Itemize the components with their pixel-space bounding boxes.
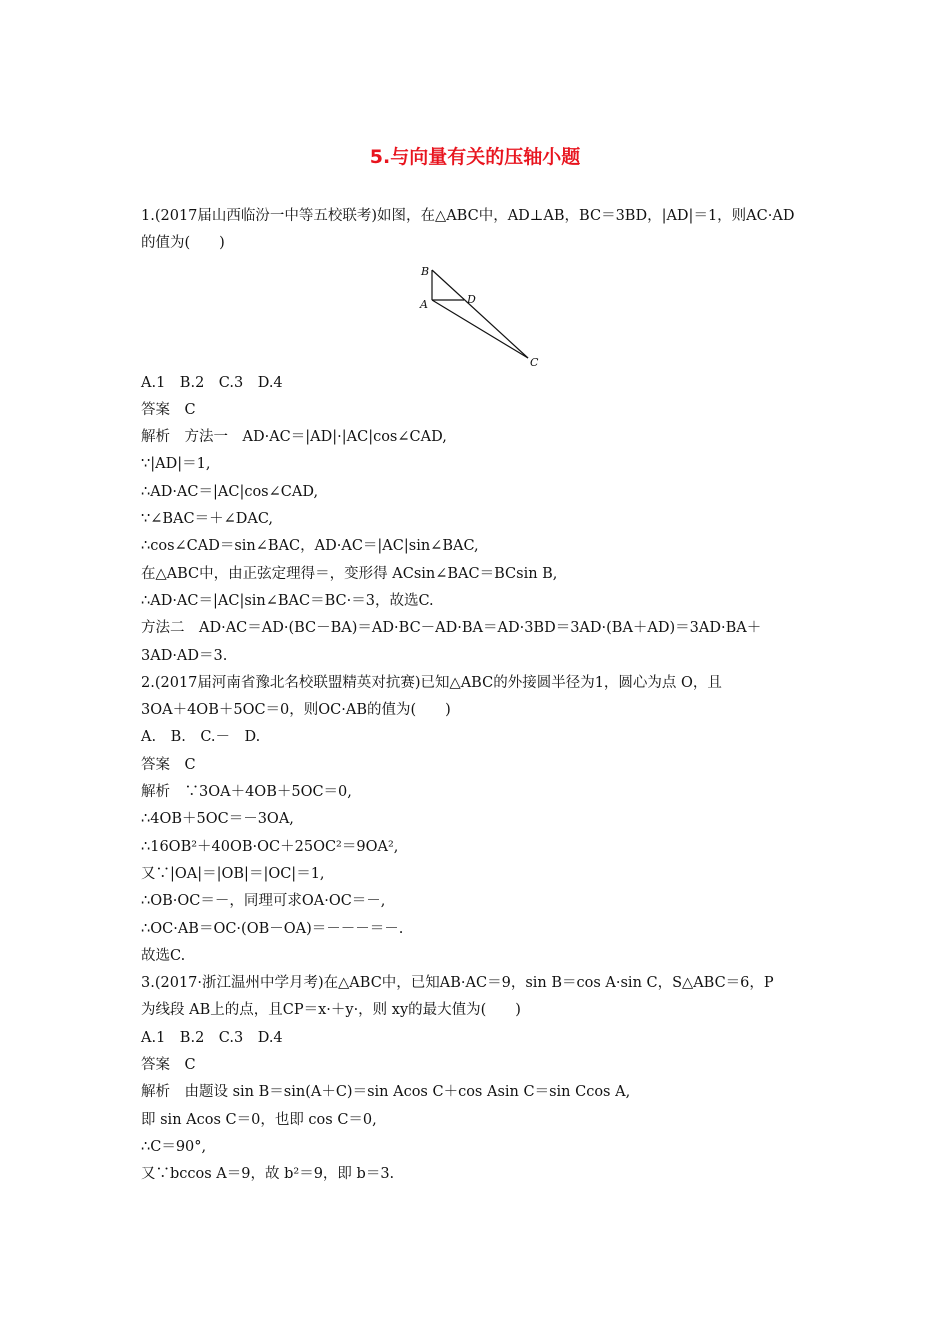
text-line: ∴cos∠CAD＝sin∠BAC，AD·AC＝|AC|sin∠BAC,: [141, 538, 479, 555]
text-line: 答案 C: [141, 401, 196, 418]
text-line: ∴AD·AC＝|AC|sin∠BAC＝BC·＝3，故选C.: [141, 592, 434, 609]
text-line: ∵|AD|＝1,: [141, 456, 211, 473]
text-line: 又∵|OA|＝|OB|＝|OC|＝1,: [141, 865, 325, 882]
text-line: A. B. C.－ D.: [141, 729, 261, 746]
text-line: ∵∠BAC＝＋∠DAC,: [141, 511, 274, 528]
segment-ac: [432, 300, 528, 358]
page-title: 5.与向量有关的压轴小题: [369, 146, 581, 168]
text-line: A.1 B.2 C.3 D.4: [141, 374, 283, 391]
text-line: 方法二 AD·AC＝AD·(BC－BA)＝AD·BC－AD·BA＝AD·3BD＝3AD·(BA＋AD)＝3AD·BA＋: [141, 620, 762, 637]
label-c: C: [530, 355, 539, 369]
label-d: D: [467, 292, 476, 306]
text-line: 3.(2017·浙江温州中学月考)在△ABC中，已知AB·AC＝9，sin B＝cos A·sin C，S△ABC＝6，P: [141, 975, 774, 992]
label-b: B: [421, 264, 430, 278]
text-line: ∴AD·AC＝|AC|cos∠CAD,: [141, 483, 319, 500]
text-line: ∴C＝90°,: [141, 1138, 207, 1155]
text-line: 3OA＋4OB＋5OC＝0，则OC·AB的值为( ): [141, 702, 451, 719]
segment-bc: [432, 270, 528, 358]
text-line: ∴OC·AB＝OC·(OB－OA)＝－－－＝－.: [141, 920, 404, 937]
text-line: 答案 C: [141, 756, 196, 773]
text-line: 为线段 AB上的点，且CP＝x·＋y·，则 xy的最大值为( ): [141, 1002, 521, 1019]
text-line: A.1 B.2 C.3 D.4: [141, 1029, 283, 1046]
triangle-figure: [141, 258, 811, 370]
text-line: 故选C.: [141, 947, 186, 964]
text-line: ∴4OB＋5OC＝－3OA,: [141, 811, 294, 828]
text-line: 解析 ∵3OA＋4OB＋5OC＝0,: [141, 784, 352, 801]
text-line: 在△ABC中，由正弦定理得＝，变形得 ACsin∠BAC＝BCsin B,: [141, 565, 558, 582]
document-body: [141, 203, 811, 1189]
text-line: ∴OB·OC＝－，同理可求OA·OC＝－,: [141, 893, 386, 910]
triangle-diagram: [418, 258, 548, 370]
text-line: 的值为( ): [141, 235, 225, 252]
text-line: 3AD·AD＝3.: [141, 647, 228, 664]
text-line: 答案 C: [141, 1057, 196, 1074]
label-a: A: [420, 297, 428, 311]
text-line: 2.(2017届河南省豫北名校联盟精英对抗赛)已知△ABC的外接圆半径为1，圆心为点 O，且: [141, 674, 722, 691]
text-line: 解析 由题设 sin B＝sin(A＋C)＝sin Acos C＋cos Asin C＝sin Ccos A,: [141, 1084, 631, 1101]
text-line: 解析 方法一 AD·AC＝|AD|·|AC|cos∠CAD,: [141, 429, 447, 446]
text-line: ∴16OB²＋40OB·OC＋25OC²＝9OA²,: [141, 838, 399, 855]
text-line: 即 sin Acos C＝0，也即 cos C＝0,: [141, 1111, 377, 1128]
text-line: 1.(2017届山西临汾一中等五校联考)如图，在△ABC中，AD⊥AB，BC＝3BD，|AD|＝1，则AC·AD: [141, 208, 795, 224]
text-line: 又∵bccos A＝9，故 b²＝9，即 b＝3.: [141, 1166, 395, 1183]
